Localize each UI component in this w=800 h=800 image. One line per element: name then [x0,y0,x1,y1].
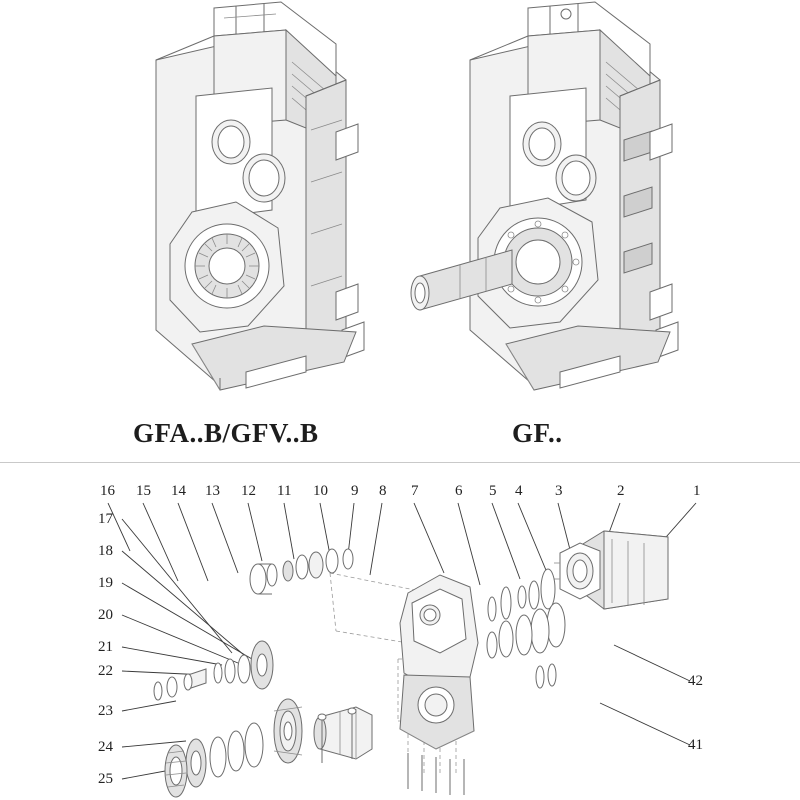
gf-gearbox-drawing [400,0,710,400]
callout-24: 24 [98,739,113,755]
left-drawing-caption: GFA..B/GFV..B [133,418,319,448]
callout-16: 16 [100,483,115,499]
callout-9: 9 [351,483,359,499]
callout-5: 5 [489,483,497,499]
callout-3: 3 [555,483,563,499]
callout-11: 11 [277,483,292,499]
callout-22: 22 [98,663,113,679]
callout-19: 19 [98,575,113,591]
callout-25: 25 [98,771,113,787]
callout-8: 8 [379,483,387,499]
callout-14: 14 [171,483,186,499]
gfa-b-gfv-b-gearbox-drawing [96,0,396,400]
callout-12: 12 [241,483,256,499]
callout-20: 20 [98,607,113,623]
callout-13: 13 [205,483,220,499]
callout-2: 2 [617,483,625,499]
callout-4: 4 [515,483,523,499]
right-drawing-caption: GF.. [512,418,563,448]
callout-10: 10 [313,483,328,499]
callout-15: 15 [136,483,151,499]
callout-23: 23 [98,703,113,719]
callout-21: 21 [98,639,113,655]
callout-6: 6 [455,483,463,499]
exploded-parts-diagram [0,463,800,800]
callout-1: 1 [693,483,701,499]
callout-7: 7 [411,483,419,499]
callout-42: 42 [688,673,703,689]
callout-18: 18 [98,543,113,559]
callout-17: 17 [98,511,113,527]
callout-41: 41 [688,737,703,753]
